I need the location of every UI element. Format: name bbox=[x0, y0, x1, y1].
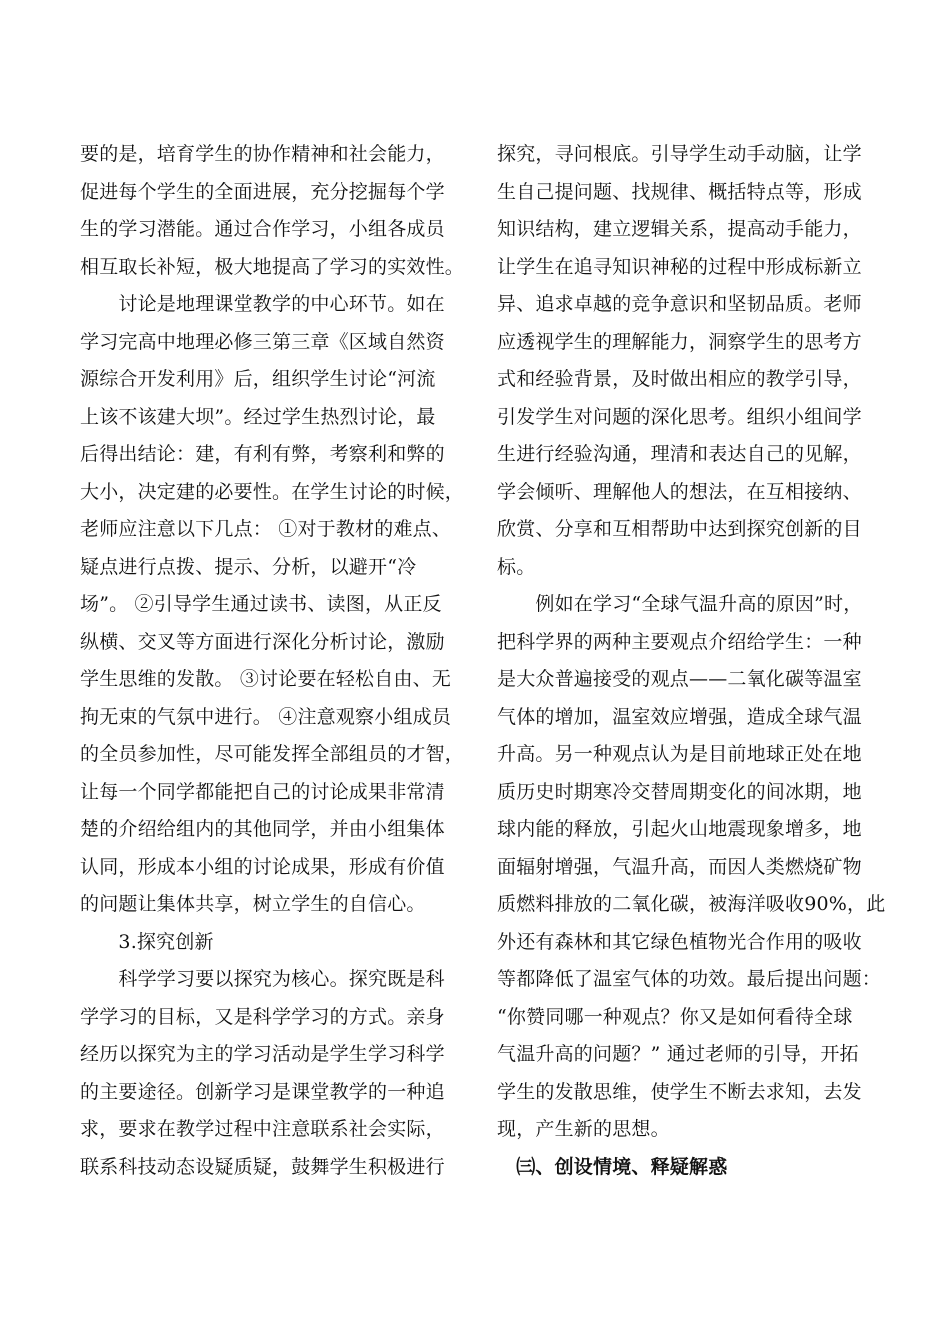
text-line: 探究，寻问根底。引导学生动手动脑，让学 bbox=[497, 143, 862, 165]
text-line: 经历以探究为主的学习活动是学生学习科学 bbox=[80, 1043, 445, 1065]
text-line: 学会倾听、理解他人的想法，在互相接纳、 bbox=[497, 480, 862, 503]
subsection-heading: 3.探究创新 bbox=[80, 930, 214, 953]
text-line: 现，产生新的思想。 bbox=[497, 1118, 670, 1140]
text-line: 异、追求卓越的竞争意识和坚韧品质。老师 bbox=[497, 293, 862, 315]
text-line: 认同，形成本小组的讨论成果，形成有价值 bbox=[80, 855, 445, 878]
text-line: 科学学习要以探究为核心。探究既是科 bbox=[80, 968, 445, 990]
text-line: 外还有森林和其它绿色植物光合作用的吸收 bbox=[497, 930, 862, 953]
text-line: 学生思维的发散。 ③讨论要在轻松自由、无 bbox=[80, 668, 452, 690]
text-line: 是大众普遍接受的观点——二氧化碳等温室 bbox=[497, 668, 862, 690]
text-line: 气体的增加，温室效应增强，造成全球气温 bbox=[497, 705, 862, 728]
text-line: 质燃料排放的二氧化碳，被海洋吸收90%，此 bbox=[497, 893, 886, 915]
text-line: 让每一个同学都能把自己的讨论成果非常清 bbox=[80, 780, 445, 803]
left-text-column bbox=[80, 136, 466, 1186]
text-line: 促进每个学生的全面进展，充分挖掘每个学 bbox=[80, 180, 445, 203]
text-line: 拘无束的气氛中进行。 ④注意观察小组成员 bbox=[80, 705, 452, 728]
text-line: 标。 bbox=[497, 555, 536, 578]
text-line: 老师应注意以下几点： ①对于教材的难点、 bbox=[80, 518, 452, 540]
text-line: 源综合开发利用》后，组织学生讨论“河流 bbox=[80, 368, 436, 390]
text-line: 生的学习潜能。通过合作学习，小组各成员 bbox=[80, 218, 445, 240]
text-line: 后得出结论：建，有利有弊，考察利和弊的 bbox=[80, 443, 445, 465]
text-line: 让学生在追寻知识神秘的过程中形成标新立 bbox=[497, 255, 862, 278]
text-line: 楚的介绍给组内的其他同学，并由小组集体 bbox=[80, 818, 445, 840]
text-line: 学习完高中地理必修三第三章《区域自然资 bbox=[80, 330, 445, 353]
text-line: 要的是，培育学生的协作精神和社会能力， bbox=[80, 143, 445, 165]
text-line: 升高。另一种观点认为是目前地球正处在地 bbox=[497, 743, 862, 765]
text-line: 知识结构，建立逻辑关系，提高动手能力， bbox=[497, 218, 862, 240]
text-line: 场”。 ②引导学生通过读书、读图，从正反 bbox=[80, 593, 442, 615]
text-line: 相互取长补短，极大地提高了学习的实效性。 bbox=[80, 255, 465, 278]
text-line: 学生的发散思维，使学生不断去求知，去发 bbox=[497, 1080, 862, 1103]
text-line: 欣赏、分享和互相帮助中达到探究创新的目 bbox=[497, 518, 862, 540]
text-line: 例如在学习“全球气温升高的原因”时， bbox=[497, 593, 863, 615]
text-line: 学学习的目标，又是科学学习的方式。亲身 bbox=[80, 1005, 445, 1028]
text-line: 的问题让集体共享，树立学生的自信心。 bbox=[80, 893, 426, 915]
text-line: 应透视学生的理解能力，洞察学生的思考方 bbox=[497, 330, 862, 353]
text-line: 的全员参加性，尽可能发挥全部组员的才智， bbox=[80, 743, 465, 765]
text-line: 生进行经验沟通，理清和表达自己的见解， bbox=[497, 443, 862, 465]
text-line: 质历史时期寒冷交替周期变化的间冰期，地 bbox=[497, 780, 862, 803]
text-line: 上该不该建大坝”。经过学生热烈讨论，最 bbox=[80, 405, 436, 428]
text-line: 大小，决定建的必要性。在学生讨论的时候， bbox=[80, 480, 465, 503]
text-line: 纵横、交叉等方面进行深化分析讨论，激励 bbox=[80, 630, 445, 653]
text-line: 引发学生对问题的深化思考。组织小组间学 bbox=[497, 405, 862, 428]
text-line: 把科学界的两种主要观点介绍给学生：一种 bbox=[497, 630, 862, 653]
text-line: 面辐射增强，气温升高，而因人类燃烧矿物 bbox=[497, 855, 862, 878]
text-line: 讨论是地理课堂教学的中心环节。如在 bbox=[80, 293, 445, 315]
text-line: 求，要求在教学过程中注意联系社会实际， bbox=[80, 1118, 445, 1140]
text-line: 球内能的释放，引起火山地震现象增多，地 bbox=[497, 818, 862, 840]
text-line: “你赞同哪一种观点？你又是如何看待全球 bbox=[497, 1005, 853, 1028]
text-line: 等都降低了温室气体的功效。最后提出问题： bbox=[497, 968, 882, 990]
right-text-column bbox=[497, 136, 886, 1186]
text-line: 的主要途径。创新学习是课堂教学的一种追 bbox=[80, 1080, 445, 1103]
section-heading: ㈢、创设情境、释疑解惑 bbox=[497, 1155, 728, 1178]
text-line: 气温升高的问题？” 通过老师的引导，开拓 bbox=[497, 1043, 859, 1065]
text-line: 生自己提问题、找规律、概括特点等，形成 bbox=[497, 180, 862, 203]
text-line: 式和经验背景，及时做出相应的教学引导， bbox=[497, 368, 862, 390]
text-line: 联系科技动态设疑质疑，鼓舞学生积极进行 bbox=[80, 1155, 445, 1178]
text-line: 疑点进行点拨、提示、分析，以避开“冷 bbox=[80, 555, 417, 578]
